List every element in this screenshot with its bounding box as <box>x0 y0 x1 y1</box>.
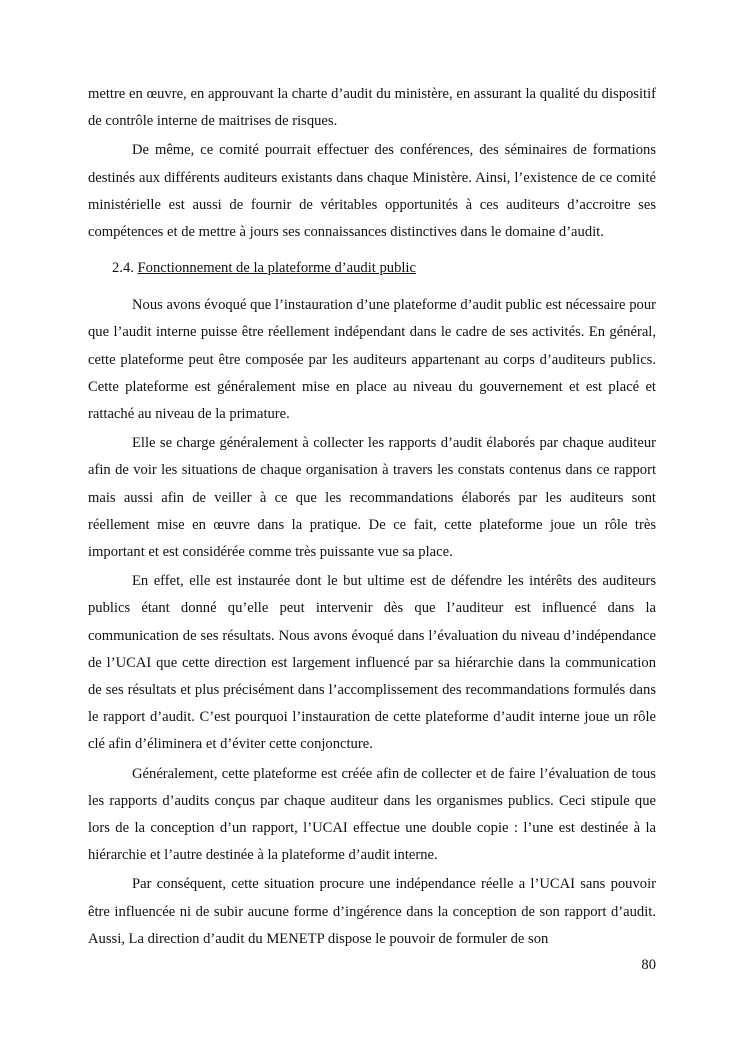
document-page <box>88 81 656 955</box>
section-heading <box>112 255 656 282</box>
paragraph-platform-intro: Nous avons évoqué que l’instauration d’une plateforme d’audit public est nécessaire pour que l’audit interne puisse être réellement indépendant dans le cadre de ses activités. En général, cette plateforme peut être composée par les auditeurs appartenant au corps d’auditeurs publics. Cette plateforme est généralement mise en place au niveau du gouvernement et est placé et rattaché au niveau de la primature. <box>88 297 656 423</box>
paragraph-continued: mettre en œuvre, en approuvant la charte d’audit du ministère, en assurant la qualité du dispositif de contrôle interne de maitrises de risques. <box>88 86 656 130</box>
paragraph-platform-purpose: En effet, elle est instaurée dont le but ultime est de défendre les intérêts des auditeurs publics étant donné qu’elle peut intervenir dès que l’auditeur est influencé dans la communication de ses résultats. Nous avons évoqué dans l’évaluation du niveau d’indépendance de l’UCAI que cette direction est largement influencé par sa hiérarchie dans la communication de ses résultats et plus précisément dans l’accomplissement des recommandations formulés dans le rapport d’audit. C’est pourquoi l’instauration de cette plateforme d’audit interne joue un rôle clé afin d’éliminera et d’éviter cette conjoncture. <box>88 573 656 753</box>
paragraph-platform-evaluation: Généralement, cette plateforme est créée afin de collecter et de faire l’évaluation de tous les rapports d’audits conçus par chaque auditeur dans les organismes publics. Ceci stipule que lors de la conception d’un rapport, l’UCAI effectue une double copie : l’une est destinée à la hiérarchie et l’autre destinée à la plateforme d’audit interne. <box>88 765 656 864</box>
paragraph-committee-conferences: De même, ce comité pourrait effectuer des conférences, des séminaires de formations destinés aux différents auditeurs existants dans chaque Ministère. Ainsi, l’existence de ce comité ministérielle est aussi de fournir de véritables opportunités à ces auditeurs d’accroitre ses compétences et de mettre à jours ses connaissances distinctives dans le domaine d’audit. <box>88 142 656 241</box>
paragraph-platform-role: Elle se charge généralement à collecter les rapports d’audit élaborés par chaque auditeur afin de voir les situations de chaque organisation à travers les constats contenus dans ce rapport mais aussi afin de veiller à ce que les recommandations élaborés par les auditeurs sont réellement mise en œuvre dans la pratique. De ce fait, cette plateforme joue un rôle très important et est considérée comme très puissante vue sa place. <box>88 435 656 561</box>
section-title: Fonctionnement de la plateforme d’audit public <box>137 260 416 277</box>
paragraph-platform-consequence: Par conséquent, cette situation procure une indépendance réelle a l’UCAI sans pouvoir être influencée ni de subir aucune forme d’ingérence dans la conception de son rapport d’audit. Aussi, La direction d’audit du MENETP dispose le pouvoir de formuler de son <box>88 876 656 947</box>
page-number: 80 <box>641 957 656 973</box>
section-number: 2.4. <box>112 260 134 277</box>
